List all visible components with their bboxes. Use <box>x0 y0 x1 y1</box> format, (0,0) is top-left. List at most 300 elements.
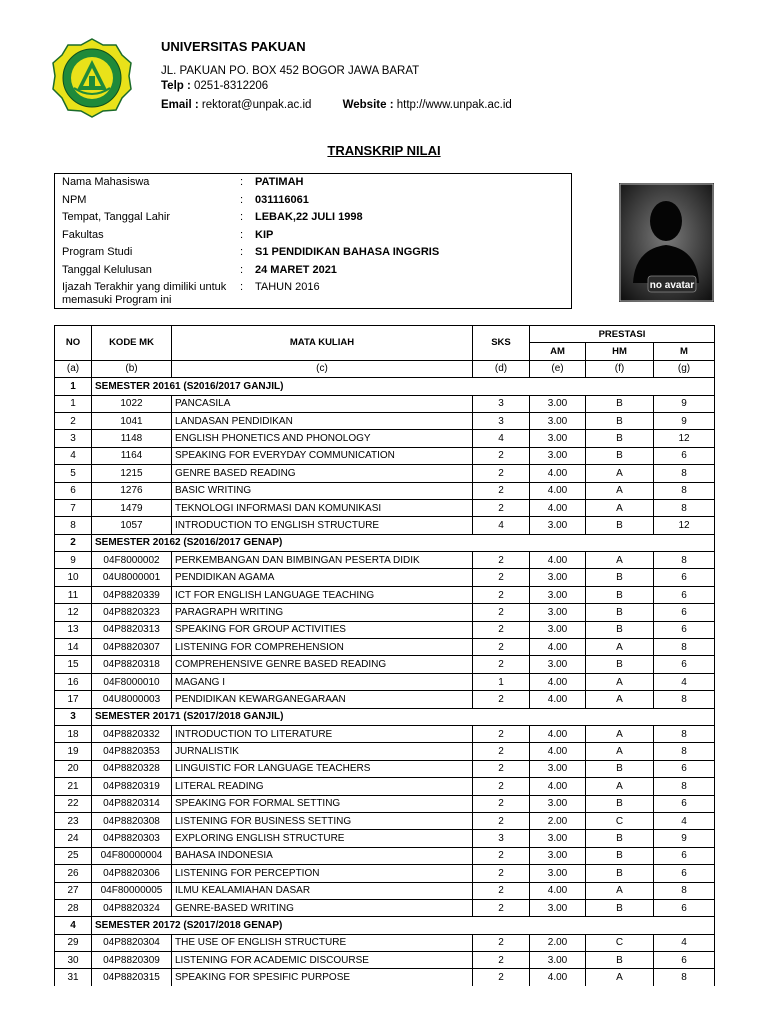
table-row <box>55 639 715 656</box>
student-info-value: LEBAK,22 JULI 1998 <box>255 211 363 223</box>
table-cell: 2 <box>473 447 530 464</box>
table-cell: 04P8820324 <box>92 899 172 916</box>
table-cell: 2 <box>473 882 530 899</box>
table-cell: 30 <box>55 952 92 969</box>
table-row <box>55 795 715 812</box>
semester-number: 4 <box>55 917 92 934</box>
table-cell: 8 <box>654 552 715 569</box>
student-info-label: Program Studi <box>62 246 133 258</box>
table-cell: 4.00 <box>530 691 586 708</box>
table-cell: 04P8820314 <box>92 795 172 812</box>
student-info-value: TAHUN 2016 <box>255 281 320 293</box>
table-cell: PERKEMBANGAN DAN BIMBINGAN PESERTA DIDIK <box>172 552 473 569</box>
table-cell: 3.00 <box>530 412 586 429</box>
table-cell: B <box>586 656 654 673</box>
table-cell: 2 <box>473 639 530 656</box>
email-value[interactable]: rektorat@unpak.ac.id <box>201 99 312 111</box>
table-cell: A <box>586 778 654 795</box>
table-row <box>55 934 715 951</box>
table-cell: 1022 <box>92 395 172 412</box>
table-cell: 4 <box>654 673 715 690</box>
table-cell: 8 <box>654 691 715 708</box>
table-cell: B <box>586 795 654 812</box>
table-cell: B <box>586 395 654 412</box>
col-header-sks: SKS <box>473 326 530 361</box>
table-cell: 27 <box>55 882 92 899</box>
table-cell: 2 <box>473 847 530 864</box>
table-cell: B <box>586 447 654 464</box>
table-row <box>55 830 715 847</box>
table-cell: 9 <box>654 830 715 847</box>
table-cell: 16 <box>55 673 92 690</box>
table-cell: 1 <box>55 395 92 412</box>
table-cell: PENDIDIKAN KEWARGANEGARAAN <box>172 691 473 708</box>
table-cell: EXPLORING ENGLISH STRUCTURE <box>172 830 473 847</box>
table-cell: MAGANG I <box>172 673 473 690</box>
table-cell: 04P8820318 <box>92 656 172 673</box>
table-cell: 2 <box>473 899 530 916</box>
table-cell: 2 <box>473 952 530 969</box>
telp-label: Telp : <box>161 80 191 92</box>
table-cell: 6 <box>654 760 715 777</box>
table-cell: 4.00 <box>530 673 586 690</box>
table-cell: 4 <box>654 812 715 829</box>
table-cell: 2 <box>473 604 530 621</box>
table-cell: 8 <box>654 465 715 482</box>
table-cell: 04P8820353 <box>92 743 172 760</box>
table-cell: A <box>586 743 654 760</box>
table-cell: 2 <box>473 465 530 482</box>
table-row <box>55 552 715 569</box>
table-cell: 3.00 <box>530 795 586 812</box>
table-cell: B <box>586 586 654 603</box>
table-cell: B <box>586 952 654 969</box>
document-title: TRANSKRIP NILAI <box>327 143 441 158</box>
semester-number: 3 <box>55 708 92 725</box>
column-code: (g) <box>654 360 715 377</box>
col-header-hm: HM <box>586 343 654 360</box>
semester-number: 2 <box>55 534 92 551</box>
table-cell: 04F80000005 <box>92 882 172 899</box>
table-row <box>55 465 715 482</box>
table-row <box>55 865 715 882</box>
table-cell: 8 <box>654 499 715 516</box>
table-cell: B <box>586 760 654 777</box>
table-cell: B <box>586 430 654 447</box>
table-cell: 6 <box>654 952 715 969</box>
table-cell: 1057 <box>92 517 172 534</box>
table-cell: A <box>586 465 654 482</box>
table-cell: 1148 <box>92 430 172 447</box>
col-header-no: NO <box>55 326 92 361</box>
col-header-prestasi: PRESTASI <box>530 326 715 343</box>
table-cell: 5 <box>55 465 92 482</box>
table-cell: B <box>586 830 654 847</box>
table-cell: PANCASILA <box>172 395 473 412</box>
table-cell: 9 <box>654 395 715 412</box>
table-cell: 2 <box>473 778 530 795</box>
student-info-value: 031116061 <box>255 193 309 206</box>
telp-value: 0251-8312206 <box>194 80 269 92</box>
table-cell: 2 <box>473 865 530 882</box>
table-cell: B <box>586 517 654 534</box>
table-cell: ENGLISH PHONETICS AND PHONOLOGY <box>172 430 473 447</box>
table-row <box>55 760 715 777</box>
table-cell: SPEAKING FOR FORMAL SETTING <box>172 795 473 812</box>
table-cell: 15 <box>55 656 92 673</box>
table-row <box>55 812 715 829</box>
student-info-value: S1 PENDIDIKAN BAHASA INGGRIS <box>255 246 440 258</box>
email-label: Email : <box>161 99 199 111</box>
table-cell: 25 <box>55 847 92 864</box>
column-code: (b) <box>92 360 172 377</box>
table-row <box>55 447 715 464</box>
table-row <box>55 482 715 499</box>
table-cell: 04F8000002 <box>92 552 172 569</box>
table-cell: 04P8820308 <box>92 812 172 829</box>
table-cell: 4.00 <box>530 778 586 795</box>
table-row <box>55 621 715 638</box>
table-cell: 22 <box>55 795 92 812</box>
table-cell: 8 <box>654 639 715 656</box>
table-cell: 2 <box>473 552 530 569</box>
table-cell: 2 <box>473 499 530 516</box>
table-cell: 10 <box>55 569 92 586</box>
table-cell: JURNALISTIK <box>172 743 473 760</box>
table-cell: 4.00 <box>530 499 586 516</box>
table-cell: BAHASA INDONESIA <box>172 847 473 864</box>
table-cell: 6 <box>55 482 92 499</box>
table-cell: 14 <box>55 639 92 656</box>
table-cell: 04P8820309 <box>92 952 172 969</box>
semester-row <box>55 534 715 551</box>
table-cell: SPEAKING FOR SPESIFIC PURPOSE <box>172 969 473 986</box>
table-cell: A <box>586 639 654 656</box>
student-info-label: NPM <box>62 193 87 206</box>
table-cell: PENDIDIKAN AGAMA <box>172 569 473 586</box>
table-cell: 4.00 <box>530 465 586 482</box>
table-cell: 6 <box>654 604 715 621</box>
student-info-colon: : <box>240 176 244 188</box>
table-cell: 04P8820304 <box>92 934 172 951</box>
student-info-label: Tanggal Kelulusan <box>62 263 152 276</box>
student-info-row <box>62 281 567 307</box>
table-cell: 3.00 <box>530 830 586 847</box>
table-cell: INTRODUCTION TO ENGLISH STRUCTURE <box>172 517 473 534</box>
table-cell: 3 <box>473 395 530 412</box>
table-cell: LISTENING FOR BUSINESS SETTING <box>172 812 473 829</box>
semester-row <box>55 708 715 725</box>
table-cell: 8 <box>654 969 715 986</box>
semester-number: 1 <box>55 378 92 395</box>
table-cell: 6 <box>654 865 715 882</box>
avatar-label: no avatar <box>649 280 695 291</box>
student-info-colon: : <box>240 193 244 206</box>
table-cell: 2 <box>473 812 530 829</box>
table-cell: 3.00 <box>530 899 586 916</box>
table-cell: 4.00 <box>530 743 586 760</box>
table-cell: 17 <box>55 691 92 708</box>
table-cell: 2 <box>473 795 530 812</box>
table-cell: 4.00 <box>530 882 586 899</box>
table-row <box>55 899 715 916</box>
table-cell: 2 <box>473 482 530 499</box>
table-cell: 12 <box>654 517 715 534</box>
university-logo <box>52 38 132 118</box>
table-row <box>55 743 715 760</box>
table-cell: 4.00 <box>530 639 586 656</box>
table-cell: 1479 <box>92 499 172 516</box>
grades-table <box>54 325 715 986</box>
table-cell: 23 <box>55 812 92 829</box>
table-cell: 2 <box>473 586 530 603</box>
table-cell: 7 <box>55 499 92 516</box>
student-info-colon: : <box>240 263 244 276</box>
table-cell: B <box>586 569 654 586</box>
table-cell: A <box>586 552 654 569</box>
table-cell: 3.00 <box>530 604 586 621</box>
table-cell: 2 <box>473 569 530 586</box>
student-info-box <box>54 173 572 309</box>
table-row <box>55 691 715 708</box>
table-cell: 3 <box>473 830 530 847</box>
table-cell: LINGUISTIC FOR LANGUAGE TEACHERS <box>172 760 473 777</box>
table-cell: 2 <box>473 656 530 673</box>
student-info-label: Tempat, Tanggal Lahir <box>62 211 171 223</box>
table-cell: 26 <box>55 865 92 882</box>
table-cell: 9 <box>654 412 715 429</box>
table-row <box>55 395 715 412</box>
semester-title: SEMESTER 20162 (S2016/2017 GENAP) <box>92 534 715 551</box>
table-cell: 3 <box>473 412 530 429</box>
table-cell: PARAGRAPH WRITING <box>172 604 473 621</box>
table-cell: 21 <box>55 778 92 795</box>
table-cell: B <box>586 412 654 429</box>
table-cell: 04F80000004 <box>92 847 172 864</box>
table-cell: 3.00 <box>530 569 586 586</box>
table-cell: 8 <box>654 743 715 760</box>
column-code: (a) <box>55 360 92 377</box>
table-cell: 4.00 <box>530 725 586 742</box>
table-cell: 12 <box>654 430 715 447</box>
website-value[interactable]: http://www.unpak.ac.id <box>396 99 512 111</box>
table-cell: 3.00 <box>530 760 586 777</box>
table-cell: 3.00 <box>530 865 586 882</box>
table-cell: 04P8820332 <box>92 725 172 742</box>
table-cell: 2 <box>473 760 530 777</box>
table-row <box>55 673 715 690</box>
semester-title: SEMESTER 20172 (S2017/2018 GENAP) <box>92 917 715 934</box>
table-cell: 2 <box>473 691 530 708</box>
table-cell: 2 <box>473 725 530 742</box>
col-header-matkul: MATA KULIAH <box>172 326 473 361</box>
table-cell: 20 <box>55 760 92 777</box>
table-cell: 6 <box>654 621 715 638</box>
student-info-label: Fakultas <box>62 228 104 241</box>
table-cell: COMPREHENSIVE GENRE BASED READING <box>172 656 473 673</box>
table-cell: 04P8820303 <box>92 830 172 847</box>
table-cell: 04P8820339 <box>92 586 172 603</box>
table-cell: 13 <box>55 621 92 638</box>
table-cell: 3 <box>55 430 92 447</box>
table-cell: LISTENING FOR PERCEPTION <box>172 865 473 882</box>
table-cell: BASIC WRITING <box>172 482 473 499</box>
student-info-colon: : <box>240 211 244 223</box>
table-cell: 04P8820313 <box>92 621 172 638</box>
table-cell: ILMU KEALAMIAHAN DASAR <box>172 882 473 899</box>
table-cell: 4 <box>473 430 530 447</box>
table-cell: 2 <box>473 969 530 986</box>
col-header-am: AM <box>530 343 586 360</box>
table-cell: 3.00 <box>530 621 586 638</box>
table-cell: 6 <box>654 847 715 864</box>
semester-row <box>55 917 715 934</box>
website-label: Website : <box>342 99 394 111</box>
university-name: UNIVERSITAS PAKUAN <box>161 39 306 54</box>
table-cell: 04P8820328 <box>92 760 172 777</box>
table-cell: 19 <box>55 743 92 760</box>
table-cell: 2.00 <box>530 934 586 951</box>
table-cell: B <box>586 899 654 916</box>
column-code-row <box>55 360 715 377</box>
student-info-label: Nama Mahasiswa <box>62 176 150 188</box>
table-cell: A <box>586 673 654 690</box>
table-cell: ICT FOR ENGLISH LANGUAGE TEACHING <box>172 586 473 603</box>
table-row <box>55 604 715 621</box>
table-cell: 4 <box>473 517 530 534</box>
table-cell: A <box>586 882 654 899</box>
university-address: JL. PAKUAN PO. BOX 452 BOGOR JAWA BARAT <box>161 65 420 77</box>
table-cell: LITERAL READING <box>172 778 473 795</box>
table-cell: 6 <box>654 795 715 812</box>
table-row <box>55 778 715 795</box>
table-row <box>55 952 715 969</box>
table-cell: A <box>586 725 654 742</box>
table-row <box>55 499 715 516</box>
table-cell: 1215 <box>92 465 172 482</box>
table-cell: 3.00 <box>530 447 586 464</box>
table-row <box>55 586 715 603</box>
table-cell: 28 <box>55 899 92 916</box>
table-row <box>55 882 715 899</box>
table-cell: 3.00 <box>530 952 586 969</box>
column-code: (c) <box>172 360 473 377</box>
table-cell: 8 <box>654 725 715 742</box>
table-cell: B <box>586 847 654 864</box>
table-cell: 4.00 <box>530 552 586 569</box>
table-cell: 2.00 <box>530 812 586 829</box>
semester-title: SEMESTER 20161 (S2016/2017 GANJIL) <box>92 378 715 395</box>
table-cell: LANDASAN PENDIDIKAN <box>172 412 473 429</box>
table-cell: THE USE OF ENGLISH STRUCTURE <box>172 934 473 951</box>
table-cell: 8 <box>55 517 92 534</box>
table-row <box>55 569 715 586</box>
semester-title: SEMESTER 20171 (S2017/2018 GANJIL) <box>92 708 715 725</box>
avatar <box>619 183 714 302</box>
table-cell: 6 <box>654 586 715 603</box>
table-row <box>55 725 715 742</box>
table-cell: GENRE-BASED WRITING <box>172 899 473 916</box>
table-cell: 04P8820315 <box>92 969 172 986</box>
column-code: (d) <box>473 360 530 377</box>
table-cell: 4 <box>55 447 92 464</box>
table-row <box>55 847 715 864</box>
table-cell: 3.00 <box>530 395 586 412</box>
student-info-label: Ijazah Terakhir yang dimiliki untuk memasuki Program ini <box>62 281 227 306</box>
table-cell: 1164 <box>92 447 172 464</box>
table-cell: A <box>586 482 654 499</box>
table-cell: 6 <box>654 447 715 464</box>
table-cell: 4 <box>654 934 715 951</box>
table-cell: 3.00 <box>530 586 586 603</box>
table-cell: GENRE BASED READING <box>172 465 473 482</box>
column-code: (f) <box>586 360 654 377</box>
table-cell: 1276 <box>92 482 172 499</box>
table-cell: 11 <box>55 586 92 603</box>
table-cell: 1 <box>473 673 530 690</box>
table-cell: 04U8000001 <box>92 569 172 586</box>
table-row <box>55 430 715 447</box>
table-cell: 04P8820319 <box>92 778 172 795</box>
table-cell: 6 <box>654 656 715 673</box>
university-contact <box>161 99 512 111</box>
table-cell: 3.00 <box>530 656 586 673</box>
student-info-colon: : <box>240 228 244 241</box>
table-cell: 29 <box>55 934 92 951</box>
table-cell: 1041 <box>92 412 172 429</box>
table-cell: 6 <box>654 569 715 586</box>
student-info-value: PATIMAH <box>255 176 304 188</box>
table-cell: 8 <box>654 778 715 795</box>
table-cell: 04P8820307 <box>92 639 172 656</box>
table-cell: LISTENING FOR COMPREHENSION <box>172 639 473 656</box>
table-cell: 8 <box>654 482 715 499</box>
table-cell: 04F8000010 <box>92 673 172 690</box>
table-cell: A <box>586 969 654 986</box>
table-row <box>55 517 715 534</box>
col-header-kode: KODE MK <box>92 326 172 361</box>
column-code: (e) <box>530 360 586 377</box>
table-cell: B <box>586 865 654 882</box>
table-cell: 2 <box>473 743 530 760</box>
semester-row <box>55 378 715 395</box>
table-cell: 2 <box>473 621 530 638</box>
table-cell: 3.00 <box>530 847 586 864</box>
table-cell: A <box>586 691 654 708</box>
table-cell: 24 <box>55 830 92 847</box>
student-info-colon: : <box>240 281 244 293</box>
table-cell: 9 <box>55 552 92 569</box>
table-row <box>55 656 715 673</box>
table-cell: 3.00 <box>530 430 586 447</box>
table-cell: LISTENING FOR ACADEMIC DISCOURSE <box>172 952 473 969</box>
table-cell: B <box>586 621 654 638</box>
col-header-m: M <box>654 343 715 360</box>
table-cell: 31 <box>55 969 92 986</box>
table-cell: SPEAKING FOR GROUP ACTIVITIES <box>172 621 473 638</box>
student-info-value: 24 MARET 2021 <box>255 263 337 276</box>
table-cell: A <box>586 499 654 516</box>
university-telp <box>161 80 268 92</box>
table-cell: 6 <box>654 899 715 916</box>
table-cell: 04P8820323 <box>92 604 172 621</box>
table-cell: C <box>586 934 654 951</box>
table-cell: 3.00 <box>530 517 586 534</box>
table-cell: C <box>586 812 654 829</box>
table-cell: 12 <box>55 604 92 621</box>
table-cell: SPEAKING FOR EVERYDAY COMMUNICATION <box>172 447 473 464</box>
table-cell: 8 <box>654 882 715 899</box>
